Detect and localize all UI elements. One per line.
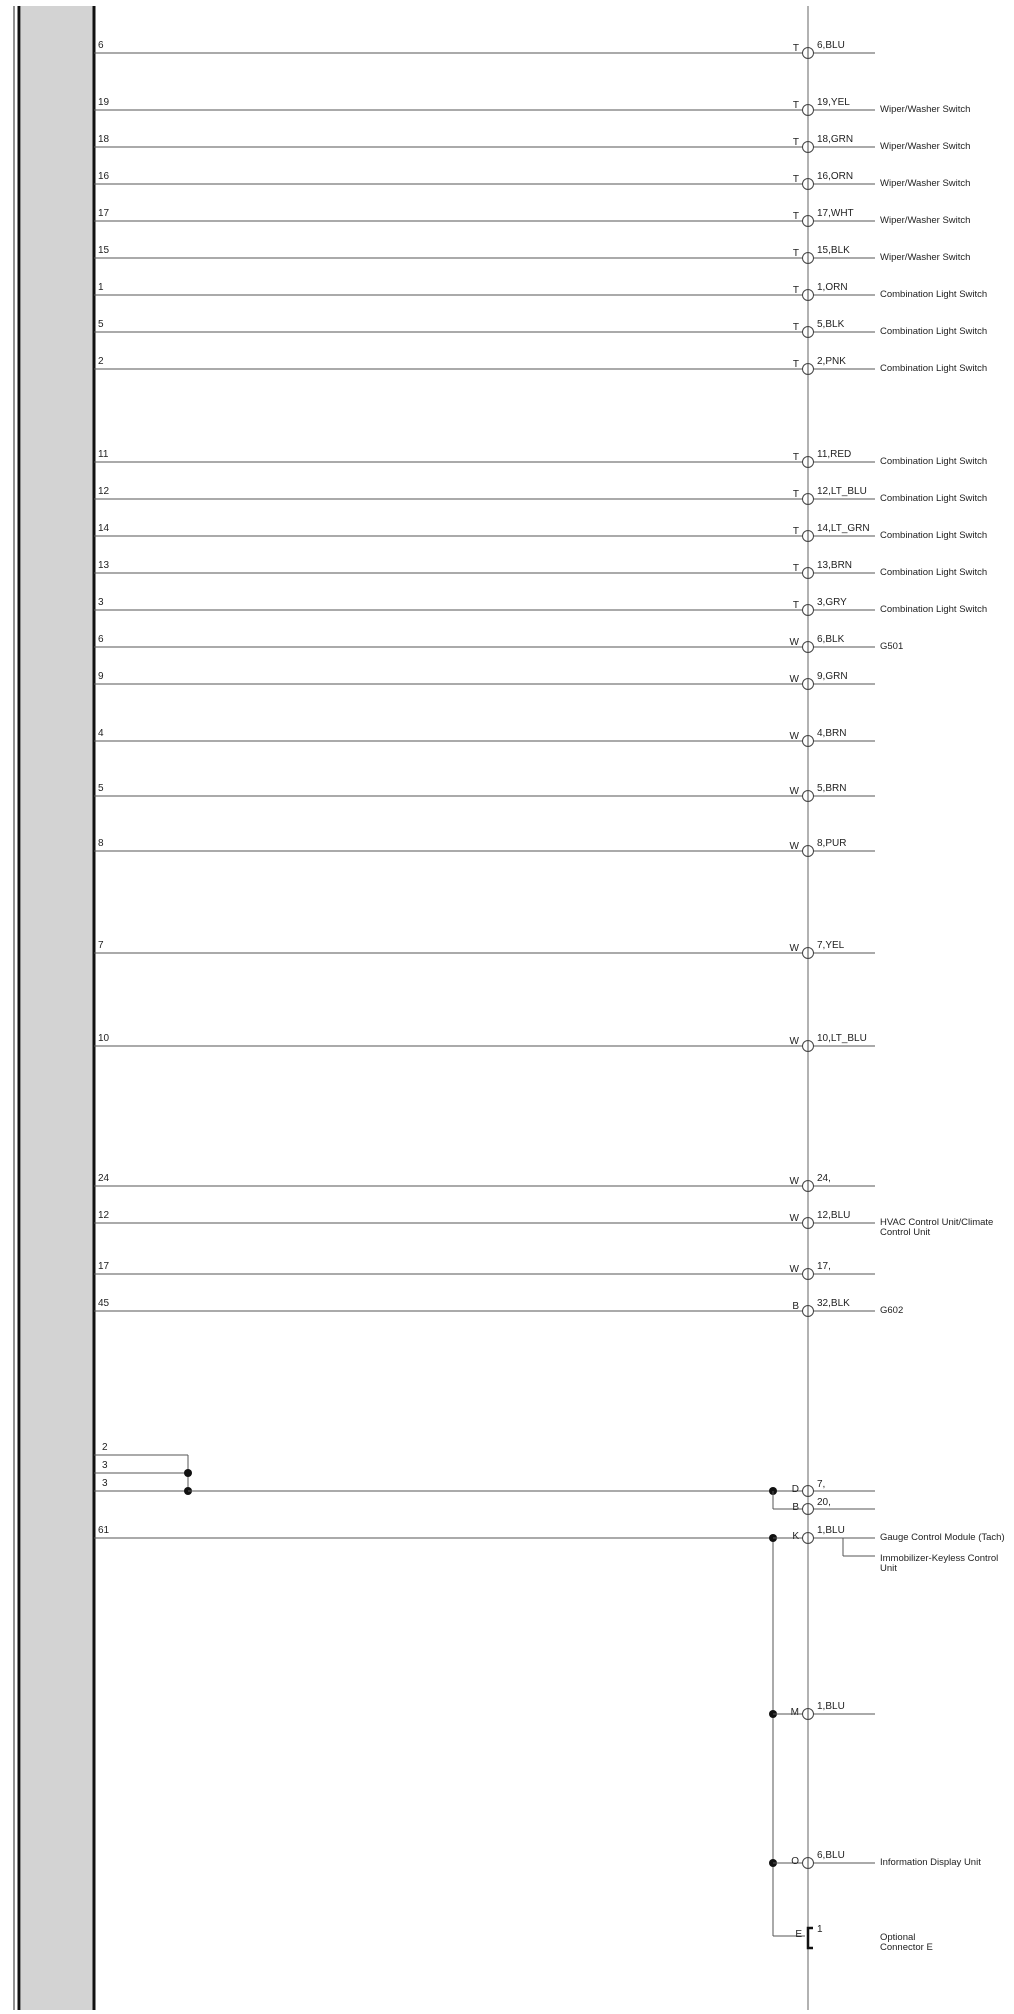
destination-label: Wiper/Washer Switch: [880, 141, 971, 152]
circuit-label: 6,BLU: [817, 40, 845, 51]
wire-row: [94, 523, 987, 542]
wire-row: [94, 282, 987, 301]
left-pin-number: 4: [98, 728, 104, 739]
circuit-label: 2,PNK: [817, 356, 846, 367]
left-pin-number: 10: [98, 1033, 110, 1044]
wire-row: [94, 245, 970, 264]
optional-connector-bracket: [808, 1928, 813, 1948]
circuit-label: 1: [817, 1924, 823, 1935]
circuit-label: 20,: [817, 1497, 831, 1508]
circuit-label: 17,WHT: [817, 208, 854, 219]
circuit-label: 14,LT_GRN: [817, 523, 870, 534]
left-pin-number: 5: [98, 783, 104, 794]
wire-row: [94, 1210, 993, 1238]
wire-row: [94, 208, 970, 227]
connector-letter: K: [792, 1531, 799, 1542]
wire-row: [94, 486, 987, 505]
connector-letter: W: [789, 674, 799, 685]
wire-row: [94, 597, 987, 616]
circuit-label: 6,BLK: [817, 634, 845, 645]
connector-letter: T: [792, 526, 799, 537]
splice-pin-number: 2: [102, 1442, 108, 1453]
splice-pin-number: 3: [102, 1460, 108, 1471]
connector-letter: T: [792, 137, 799, 148]
destination-label: Combination Light Switch: [880, 567, 988, 578]
wires: [94, 40, 993, 1317]
circuit-label: 19,YEL: [817, 97, 850, 108]
left-pin-number: 2: [98, 356, 104, 367]
wire-row: [94, 838, 875, 857]
circuit-label: 16,ORN: [817, 171, 854, 182]
circuit-label: 1,ORN: [817, 282, 848, 293]
circuit-label: 8,PUR: [817, 838, 847, 849]
connector-letter: W: [789, 841, 799, 852]
wire-row: [94, 560, 987, 579]
left-pin-number: 17: [98, 208, 110, 219]
left-pin-number: 19: [98, 97, 110, 108]
destination-line-1: HVAC Control Unit/Climate: [880, 1217, 994, 1228]
destination-line-2: Connector E: [880, 1942, 933, 1953]
destination-label: Combination Light Switch: [880, 604, 988, 615]
circuit-label: 4,BRN: [817, 728, 847, 739]
destination-label: [880, 1217, 993, 1238]
wire-row: [94, 1298, 903, 1317]
destination-line-2: Control Unit: [880, 1227, 931, 1238]
splice-pin-number: 3: [102, 1478, 108, 1489]
connector-letter: M: [790, 1707, 799, 1718]
bus-circuit: [94, 1525, 1005, 1953]
connector-letter: O: [791, 1856, 799, 1867]
wire-row: [94, 171, 970, 190]
connector-letter: T: [792, 359, 799, 370]
destination-label: Combination Light Switch: [880, 493, 988, 504]
destination-label: Wiper/Washer Switch: [880, 178, 971, 189]
destination-label: Wiper/Washer Switch: [880, 104, 971, 115]
connector-letter: T: [792, 174, 799, 185]
special-circuits: [94, 1442, 1005, 1953]
circuit-label: 15,BLK: [817, 245, 850, 256]
circuit-label: 10,LT_BLU: [817, 1033, 867, 1044]
destination-label: G501: [880, 641, 904, 652]
wire-row: [94, 1173, 875, 1192]
wire-row: [94, 1033, 875, 1052]
connector-letter: T: [792, 600, 799, 611]
circuit-label: 7,YEL: [817, 940, 845, 951]
left-pin-number: 13: [98, 560, 110, 571]
wire-row: [94, 97, 970, 116]
circuit-label: 7,: [817, 1479, 826, 1490]
connector-letter: W: [789, 637, 799, 648]
left-pin-number: 12: [98, 486, 110, 497]
connector-letter: W: [789, 943, 799, 954]
bus-pin-number: 61: [98, 1525, 110, 1536]
connector-letter: T: [792, 43, 799, 54]
destination-label: Wiper/Washer Switch: [880, 215, 971, 226]
circuit-label: 17,: [817, 1261, 831, 1272]
connector-letter: W: [789, 786, 799, 797]
wire-row: [94, 1261, 875, 1280]
circuit-label: 9,GRN: [817, 671, 848, 682]
destination-label: Combination Light Switch: [880, 289, 988, 300]
destination-label: Wiper/Washer Switch: [880, 252, 971, 263]
destination-label: Combination Light Switch: [880, 456, 988, 467]
connector-letter: E: [795, 1929, 802, 1940]
left-pin-number: 6: [98, 634, 104, 645]
wire-row: [94, 671, 875, 690]
left-pin-number: 5: [98, 319, 104, 330]
left-pin-number: 11: [98, 449, 109, 460]
circuit-label: 1,BLU: [817, 1701, 845, 1712]
wire-row: [94, 449, 987, 468]
left-pin-number: 15: [98, 245, 110, 256]
destination-label: Combination Light Switch: [880, 363, 988, 374]
circuit-label: 18,GRN: [817, 134, 854, 145]
connector-letter: B: [792, 1502, 799, 1513]
circuit-label: 11,RED: [817, 449, 852, 460]
connector-letter: T: [792, 248, 799, 259]
connector-letter: T: [792, 285, 799, 296]
left-pin-number: 7: [98, 940, 104, 951]
circuit-label: 12,LT_BLU: [817, 486, 867, 497]
circuit-label: 12,BLU: [817, 1210, 851, 1221]
left-pin-number: 45: [98, 1298, 110, 1309]
left-pin-number: 14: [98, 523, 110, 534]
connector-letter: T: [792, 322, 799, 333]
wire-row: [94, 634, 903, 653]
control-module-block: [21, 6, 94, 2010]
circuit-label: 6,BLU: [817, 1850, 845, 1861]
left-pin-number: 18: [98, 134, 110, 145]
destination-line-1: Optional: [880, 1932, 916, 1943]
wire-row: [94, 728, 875, 747]
wire-row: [94, 356, 987, 375]
circuit-label: 5,BLK: [817, 319, 845, 330]
connector-letter: T: [792, 452, 799, 463]
destination-label: Combination Light Switch: [880, 326, 988, 337]
wire-row: [94, 40, 875, 59]
circuit-label: 1,BLU: [817, 1525, 845, 1536]
left-pin-number: 6: [98, 40, 104, 51]
optional-destination-label: [880, 1932, 933, 1953]
left-pin-number: 8: [98, 838, 104, 849]
connector-letter: W: [789, 1213, 799, 1224]
left-pin-number: 3: [98, 597, 104, 608]
circuit-label: 3,GRY: [817, 597, 847, 608]
circuit-label: 13,BRN: [817, 560, 853, 571]
connector-letter: W: [789, 731, 799, 742]
wire-row: [94, 319, 987, 338]
left-pin-number: 12: [98, 1210, 110, 1221]
wire-row: [94, 134, 970, 153]
left-pin-number: 9: [98, 671, 104, 682]
wire-row: [94, 783, 875, 802]
circuit-label: 5,BRN: [817, 783, 847, 794]
splice-circuit: [94, 1442, 875, 1515]
circuit-label: 32,BLK: [817, 1298, 850, 1309]
destination-label: Gauge Control Module (Tach): [880, 1532, 1005, 1543]
left-pin-number: 1: [98, 282, 104, 293]
left-pin-number: 17: [98, 1261, 110, 1272]
destination-line-2: Unit: [880, 1563, 897, 1574]
destination-label: Combination Light Switch: [880, 530, 988, 541]
destination-label: Information Display Unit: [880, 1857, 981, 1868]
connector-letter: T: [792, 563, 799, 574]
splice-node: [184, 1469, 192, 1477]
connector-letter: T: [792, 211, 799, 222]
connector-letter: T: [792, 100, 799, 111]
connector-letter: W: [789, 1176, 799, 1187]
connector-letter: B: [792, 1301, 799, 1312]
connector-letter: W: [789, 1264, 799, 1275]
destination-line-1: Immobilizer-Keyless Control: [880, 1553, 999, 1564]
destination-label: G602: [880, 1305, 904, 1316]
connector-letter: T: [792, 489, 799, 500]
connector-letter: D: [791, 1484, 799, 1495]
left-pin-number: 16: [98, 171, 110, 182]
wire-row: [94, 940, 875, 959]
connector-letter: W: [789, 1036, 799, 1047]
left-pin-number: 24: [98, 1173, 110, 1184]
circuit-label: 24,: [817, 1173, 831, 1184]
destination-label-2: [880, 1553, 998, 1574]
